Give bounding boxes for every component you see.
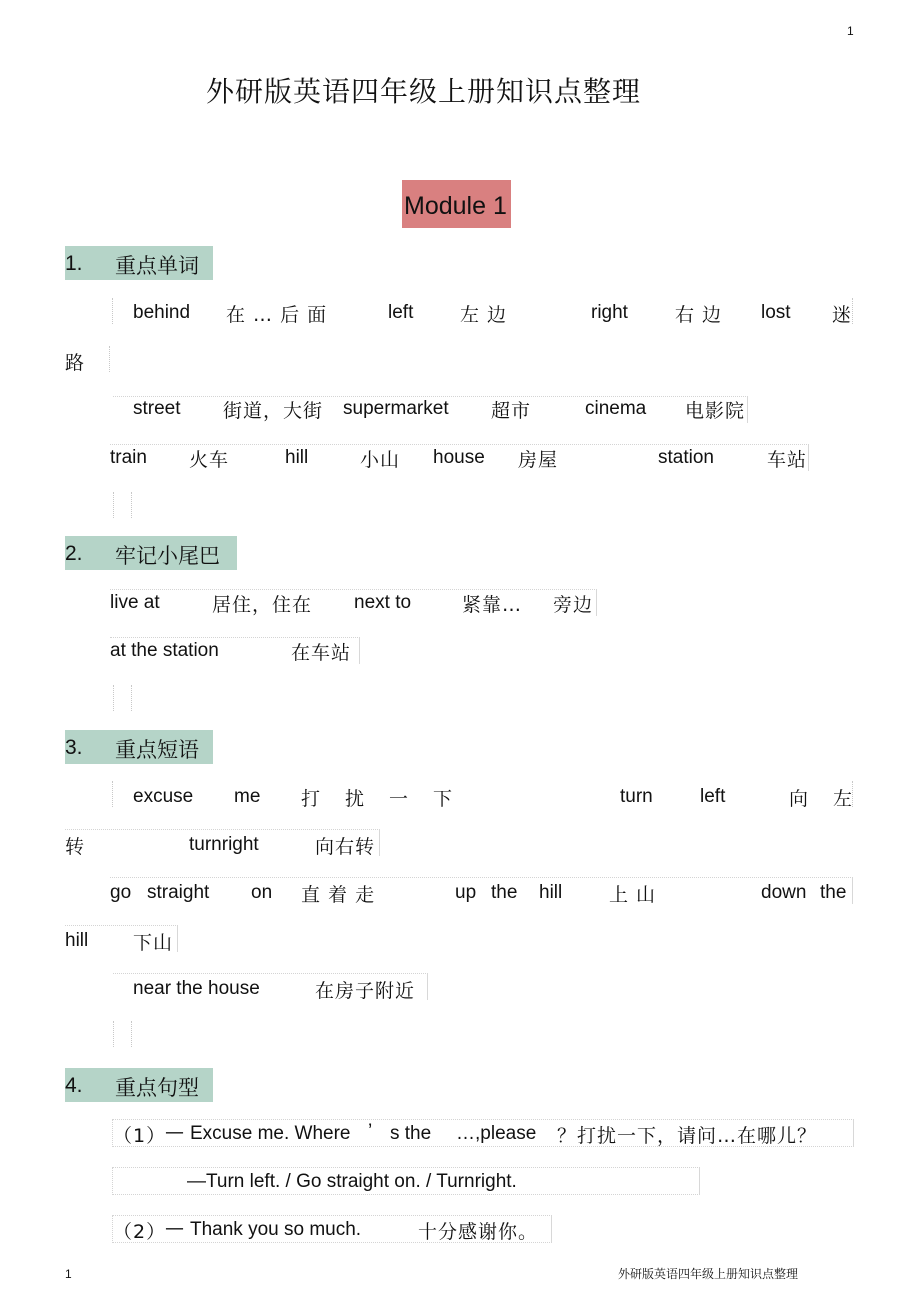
phrase-down-hill: hill <box>65 930 89 951</box>
phrase-near-the-house-meaning: 在房子附近 <box>315 980 416 1002</box>
sentence-2-text: Thank you so much. <box>190 1219 362 1240</box>
word-station-meaning: 车站 <box>767 449 808 471</box>
word-right-meaning: 右 边 <box>675 304 723 326</box>
word-left-meaning: 左 边 <box>460 304 508 326</box>
sentence-1-reply: —Turn left. / Go straight on. / Turnright. <box>187 1171 517 1192</box>
word-house: house <box>433 447 485 468</box>
module-heading: Module 1 <box>402 180 511 228</box>
sentence-2-dash: — <box>165 1217 185 1239</box>
phrase-down-the-hill-meaning: 下山 <box>133 932 174 954</box>
phrase-straight: straight <box>147 882 210 903</box>
section-label: 牢记小尾巴 <box>115 544 220 568</box>
section-heading-2 <box>65 536 237 570</box>
sentence-2-meaning: 十分感谢你。 <box>418 1221 539 1243</box>
phrase-down: down <box>761 882 807 903</box>
tail-live-at: live at <box>110 592 160 613</box>
word-behind: behind <box>133 302 191 323</box>
word-supermarket: supermarket <box>343 398 449 419</box>
page-number-bottom: 1 <box>65 1267 72 1281</box>
phrase-go-straight-on-meaning: 直 着 走 <box>301 884 376 906</box>
tail-live-at-meaning: 居住，住在 <box>212 594 313 616</box>
word-lost-meaning-part2: 路 <box>65 352 86 374</box>
word-train-meaning: 火车 <box>189 449 230 471</box>
section-number: 3. <box>65 736 83 759</box>
word-left: left <box>388 302 414 323</box>
phrase-go: go <box>110 882 132 903</box>
sentence-1-part-d: …,please <box>456 1123 537 1144</box>
page-number-top: 1 <box>847 24 854 38</box>
phrase-excuse: excuse <box>133 786 194 807</box>
section-number: 1. <box>65 252 83 275</box>
phrase-turnright-meaning: 向右转 <box>315 836 376 858</box>
word-lost-meaning-part1: 迷 <box>832 304 853 326</box>
word-supermarket-meaning: 超市 <box>491 400 532 422</box>
phrase-up-the: the <box>491 882 518 903</box>
tail-next-to: next to <box>354 592 412 613</box>
word-cinema-meaning: 电影院 <box>685 400 746 422</box>
tail-next-to-meaning: 紧靠… <box>462 594 523 616</box>
sentence-1-apostrophe: ’ <box>368 1121 373 1142</box>
sentence-1-number: （1） <box>113 1125 167 1147</box>
phrase-excuse-me-meaning-2: 扰 <box>345 788 366 810</box>
section-number: 4. <box>65 1074 83 1097</box>
word-hill: hill <box>285 447 309 468</box>
sentence-1-dash: — <box>165 1121 185 1143</box>
phrase-turn-left-meaning-3: 转 <box>65 836 86 858</box>
word-right: right <box>591 302 628 323</box>
word-train: train <box>110 447 147 468</box>
phrase-on: on <box>251 882 273 903</box>
phrase-excuse-me-meaning-4: 下 <box>433 788 454 810</box>
phrase-near-the-house: near the house <box>133 978 260 999</box>
section-number: 2. <box>65 542 83 565</box>
phrase-turn: turn <box>620 786 653 807</box>
phrase-up-hill: hill <box>539 882 563 903</box>
section-label: 重点短语 <box>115 738 199 762</box>
word-house-meaning: 房屋 <box>518 449 559 471</box>
phrase-turn-left-meaning-1: 向 <box>789 788 810 810</box>
word-lost: lost <box>761 302 791 323</box>
section-heading-4 <box>65 1068 213 1102</box>
sentence-2-number: （2） <box>113 1221 167 1243</box>
section-label: 重点单词 <box>115 254 199 278</box>
tail-at-the-station-meaning: 在车站 <box>291 642 352 664</box>
word-station: station <box>658 447 714 468</box>
word-street: street <box>133 398 181 419</box>
word-hill-meaning: 小山 <box>360 449 401 471</box>
word-street-meaning: 街道，大街 <box>223 400 324 422</box>
phrase-me: me <box>234 786 261 807</box>
phrase-turnright: turnright <box>189 834 259 855</box>
phrase-down-the: the <box>820 882 847 903</box>
section-heading-1 <box>65 246 213 280</box>
phrase-left: left <box>700 786 726 807</box>
footer-title: 外研版英语四年级上册知识点整理 <box>618 1267 799 1281</box>
phrase-excuse-me-meaning-1: 打 <box>301 788 322 810</box>
section-label: 重点句型 <box>115 1076 199 1100</box>
phrase-up: up <box>455 882 477 903</box>
word-behind-meaning: 在 … 后 面 <box>226 304 328 326</box>
phrase-up-the-hill-meaning: 上 山 <box>609 884 657 906</box>
tail-at-the-station: at the station <box>110 640 219 661</box>
sentence-1-part-c: s the <box>390 1123 432 1144</box>
phrase-excuse-me-meaning-3: 一 <box>389 788 410 810</box>
tail-next-to-meaning-2: 旁边 <box>553 594 594 616</box>
page-title: 外研版英语四年级上册知识点整理 <box>206 75 642 108</box>
section-heading-3 <box>65 730 213 764</box>
phrase-turn-left-meaning-2: 左 <box>833 788 854 810</box>
sentence-1-meaning: ？打扰一下，请问…在哪儿？ <box>557 1125 818 1147</box>
sentence-1-part-a: Excuse me. Where <box>190 1123 351 1144</box>
word-cinema: cinema <box>585 398 647 419</box>
